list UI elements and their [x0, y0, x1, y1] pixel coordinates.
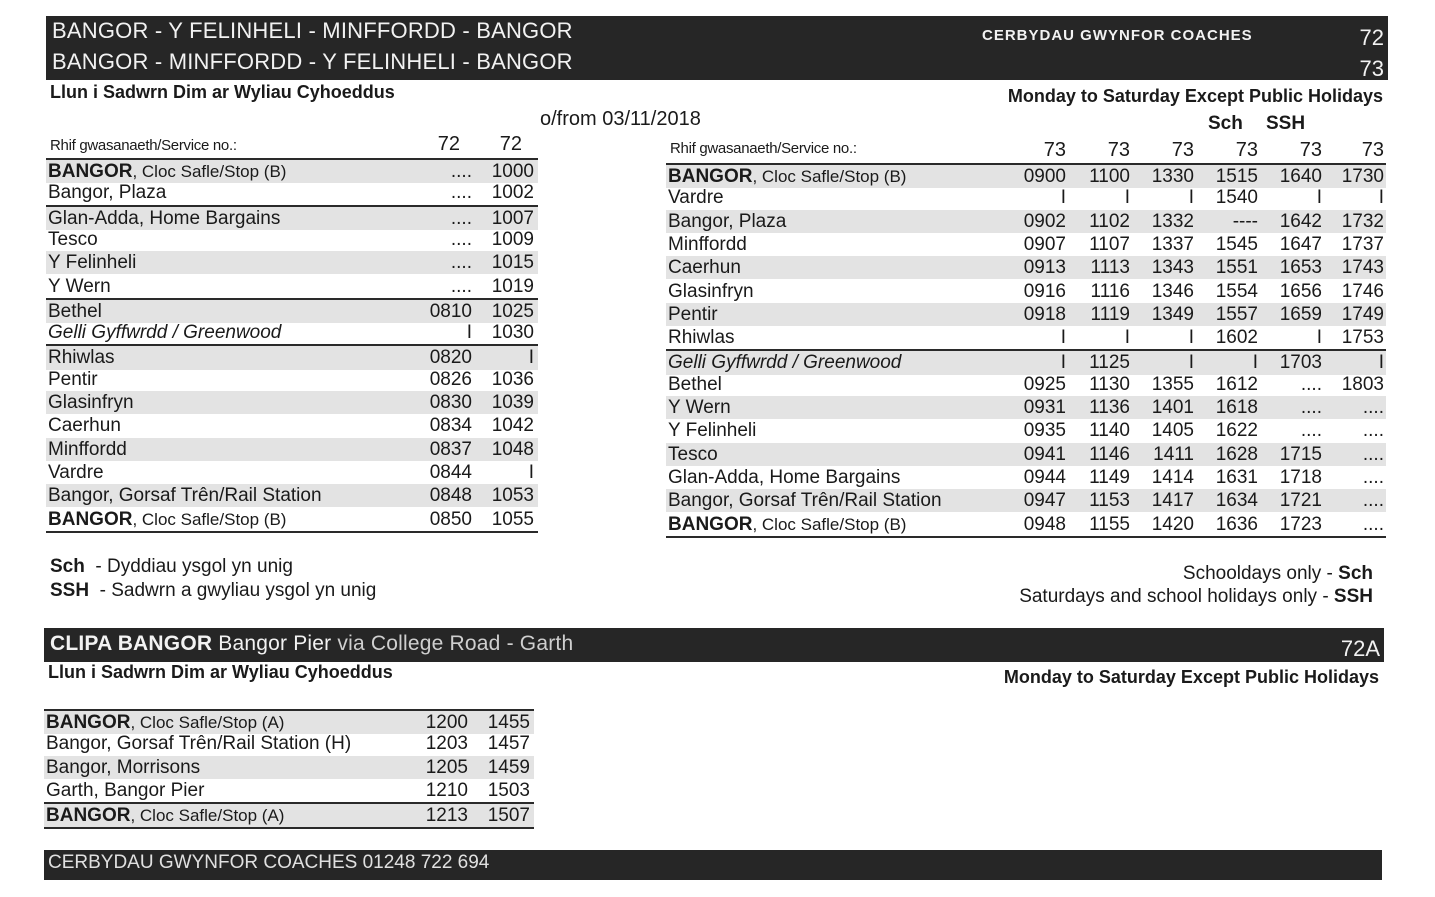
timetable-row: [46, 181, 538, 204]
stop-name: Y Wern: [668, 397, 731, 418]
timetable-row: [666, 280, 1386, 303]
timetable-row: [44, 756, 534, 779]
stop-name: Bangor, Plaza: [48, 182, 167, 204]
timetable-row: [666, 396, 1386, 419]
right-service-no: 73: [1043, 139, 1066, 161]
departure-time: 1656: [1279, 280, 1322, 302]
departure-time: 0848: [429, 485, 472, 507]
timetable-row: [666, 163, 1386, 188]
timetable-row: [46, 438, 538, 461]
clipa-welsh-days: Llun i Sadwrn Dim ar Wyliau Cyhoeddus: [48, 662, 393, 682]
departure-time: 1210: [425, 779, 468, 801]
departure-time: 1042: [491, 415, 534, 437]
departure-time: I: [528, 461, 534, 483]
departure-time: 1009: [491, 228, 534, 250]
departure-time: 1618: [1215, 397, 1258, 418]
stop-name: Bangor, Plaza: [668, 210, 787, 232]
departure-time: 1053: [491, 485, 534, 507]
legend-welsh-ssh: SSH - Sadwrn a gwyliau ysgol yn unig: [50, 580, 377, 601]
timetable-row: [46, 484, 538, 507]
departure-time: ----: [1232, 210, 1258, 232]
departure-time: 1414: [1151, 466, 1194, 488]
departure-time: 1753: [1341, 327, 1384, 349]
departure-time: 1113: [1090, 257, 1130, 279]
timetable-row: [46, 414, 538, 437]
departure-time: 1557: [1215, 303, 1258, 325]
right-service-no: 73: [1361, 139, 1384, 161]
route-title-72: BANGOR - Y FELINHELI - MINFFORDD - BANGOR: [52, 18, 573, 43]
departure-time: 1337: [1151, 233, 1194, 255]
departure-time: 0907: [1023, 233, 1066, 255]
departure-time: 1401: [1151, 397, 1194, 418]
departure-time: 0900: [1023, 166, 1066, 187]
departure-time: 1130: [1089, 373, 1130, 395]
departure-time: 0902: [1023, 210, 1066, 232]
departure-time: ....: [450, 161, 472, 182]
departure-time: 0925: [1023, 373, 1066, 395]
stop-name: Tesco: [668, 443, 718, 465]
stop-name: Bangor, Gorsaf Trên/Rail Station: [668, 490, 942, 512]
stop-name: Pentir: [48, 368, 98, 390]
clipa-title: CLIPA BANGOR Bangor Pier via College Road - Garth: [50, 632, 574, 655]
departure-time: 1540: [1215, 187, 1258, 209]
departure-time: 1551: [1215, 257, 1258, 279]
timetable-row: [666, 489, 1386, 512]
timetable-row: [666, 256, 1386, 279]
departure-time: 1102: [1089, 210, 1130, 232]
timetable-row: [666, 513, 1386, 538]
departure-time: 1715: [1279, 443, 1322, 465]
stop-name: Caerhun: [668, 257, 741, 279]
departure-time: 0810: [429, 300, 472, 322]
departure-time: 1503: [487, 779, 530, 801]
legend-english-sch: Schooldays only - Sch: [1182, 563, 1373, 584]
footer-bar: [44, 850, 1382, 880]
departure-time: 1730: [1341, 166, 1384, 187]
departure-time: ....: [1300, 397, 1322, 418]
departure-time: 0826: [429, 368, 472, 390]
legend-english-ssh: Saturdays and school holidays only - SSH: [1019, 586, 1373, 607]
timetable-row: [666, 466, 1386, 489]
stop-name: Bethel: [48, 300, 102, 322]
stop-name: BANGOR, Cloc Safle/Stop (B): [48, 161, 287, 182]
timetable-row: [44, 732, 534, 755]
timetable-row: [666, 326, 1386, 349]
departure-time: 1025: [491, 300, 534, 322]
stop-name: Rhiwlas: [668, 327, 735, 349]
departure-time: 1100: [1089, 166, 1130, 187]
stop-name: Y Wern: [48, 275, 111, 297]
departure-time: 0837: [429, 438, 472, 460]
departure-time: I: [1124, 327, 1130, 349]
departure-time: 1507: [487, 805, 530, 827]
departure-time: ....: [450, 275, 472, 297]
timetable-row: [46, 158, 538, 183]
departure-time: 1002: [491, 182, 534, 204]
departure-time: 1116: [1090, 280, 1130, 302]
departure-time: 1000: [491, 161, 534, 182]
departure-time: 1640: [1279, 166, 1322, 187]
departure-time: 1203: [425, 733, 468, 755]
stop-name: Tesco: [48, 228, 98, 250]
timetable-row: [666, 303, 1386, 326]
departure-time: ....: [450, 252, 472, 274]
timetable-row: [46, 391, 538, 414]
departure-time: 1140: [1089, 420, 1130, 442]
stop-name: Glan-Adda, Home Bargains: [668, 466, 901, 488]
header-banner: [46, 16, 1388, 80]
stop-name: Bangor, Gorsaf Trên/Rail Station (H): [46, 733, 352, 755]
stop-name: Garth, Bangor Pier: [46, 779, 205, 801]
departure-time: ....: [450, 182, 472, 204]
timetable-row: [666, 349, 1386, 374]
departure-time: 1125: [1089, 352, 1130, 374]
stop-name: BANGOR, Cloc Safle/Stop (B): [668, 513, 907, 535]
departure-time: 1602: [1215, 327, 1258, 349]
departure-time: 1155: [1089, 513, 1130, 535]
departure-time: 1545: [1215, 233, 1258, 255]
stop-name: Bangor, Morrisons: [46, 756, 201, 778]
timetable-row: [44, 709, 534, 734]
departure-time: I: [466, 322, 472, 344]
departure-time: I: [1316, 327, 1322, 349]
stop-name: Pentir: [668, 303, 718, 325]
timetable-row: [44, 779, 534, 802]
departure-time: 0935: [1023, 420, 1066, 442]
stop-name: Glasinfryn: [668, 280, 754, 302]
stop-name: Vardre: [668, 187, 724, 209]
departure-time: 1417: [1151, 490, 1194, 512]
departure-time: 1420: [1151, 513, 1194, 535]
timetable-row: [666, 210, 1386, 233]
stop-name: Caerhun: [48, 415, 121, 437]
departure-time: 1330: [1151, 166, 1194, 187]
departure-time: 1019: [491, 275, 534, 297]
departure-time: 1048: [491, 438, 534, 460]
departure-time: ....: [1300, 420, 1322, 442]
departure-time: I: [1378, 187, 1384, 209]
departure-time: 1007: [491, 207, 534, 229]
departure-time: 0947: [1023, 490, 1066, 512]
stop-name: Y Felinheli: [668, 420, 757, 442]
departure-time: 1721: [1279, 490, 1322, 512]
timetable-row: [46, 275, 538, 298]
departure-time: 0916: [1023, 280, 1066, 302]
stop-name: BANGOR, Cloc Safle/Stop (B): [48, 508, 287, 530]
route-number-72: 72: [1359, 25, 1384, 50]
clipa-english-days: Monday to Saturday Except Public Holidays: [1003, 667, 1379, 687]
departure-time: 1634: [1215, 490, 1258, 512]
departure-time: 1411: [1153, 443, 1194, 465]
departure-time: 1642: [1279, 210, 1322, 232]
departure-time: 1732: [1341, 210, 1384, 232]
stop-name: Minffordd: [668, 233, 747, 255]
departure-time: ....: [1362, 466, 1384, 488]
stop-name: BANGOR, Cloc Safle/Stop (A): [46, 712, 285, 733]
stop-name: Glan-Adda, Home Bargains: [48, 207, 281, 229]
departure-time: 1332: [1151, 210, 1194, 232]
stop-name: Bangor, Gorsaf Trên/Rail Station: [48, 485, 322, 507]
departure-time: 1343: [1151, 257, 1194, 279]
left-service-no: 72: [437, 133, 460, 155]
departure-time: I: [528, 347, 534, 369]
stop-name: Y Felinheli: [48, 252, 137, 274]
departure-time: 0913: [1023, 257, 1066, 279]
departure-time: 1146: [1089, 443, 1130, 465]
right-service-no: 73: [1299, 139, 1322, 161]
qualifier-ssh: SSH: [1266, 113, 1306, 134]
departure-time: I: [1060, 187, 1066, 209]
departure-time: 1015: [491, 252, 534, 274]
timetable-row: [666, 186, 1386, 209]
departure-time: ....: [1362, 513, 1384, 535]
departure-time: 1055: [491, 508, 534, 530]
departure-time: I: [1188, 327, 1194, 349]
departure-time: 1653: [1279, 257, 1322, 279]
timetable-row: [44, 802, 534, 829]
legend-welsh-sch: Sch - Dyddiau ysgol yn unig: [50, 556, 293, 577]
footer-text: CERBYDAU GWYNFOR COACHES 01248 722 694: [48, 852, 490, 873]
effective-date: o/from 03/11/2018: [540, 108, 701, 130]
route-number-73: 73: [1359, 56, 1384, 81]
departure-time: 0834: [429, 415, 472, 437]
departure-time: 1803: [1341, 373, 1384, 395]
departure-time: I: [1060, 352, 1066, 374]
departure-time: 1746: [1341, 280, 1384, 302]
departure-time: 1346: [1151, 280, 1194, 302]
stop-name: Bethel: [668, 373, 722, 395]
qualifier-sch: Sch: [1208, 113, 1243, 134]
timetable-row: [666, 443, 1386, 466]
departure-time: 1749: [1341, 303, 1384, 325]
departure-time: 1723: [1279, 513, 1322, 535]
timetable-row: [46, 508, 538, 533]
departure-time: I: [1188, 187, 1194, 209]
departure-time: 1200: [425, 712, 468, 733]
departure-time: 1349: [1151, 303, 1194, 325]
timetable-row: [666, 233, 1386, 256]
stop-name: Rhiwlas: [48, 347, 115, 369]
departure-time: 1743: [1341, 257, 1384, 279]
right-service-no: 73: [1171, 139, 1194, 161]
timetable-row: [46, 344, 538, 369]
departure-time: 1636: [1215, 513, 1258, 535]
departure-time: 1659: [1279, 303, 1322, 325]
departure-time: 1554: [1215, 280, 1258, 302]
departure-time: ....: [450, 228, 472, 250]
departure-time: I: [1124, 187, 1130, 209]
departure-time: 0820: [429, 347, 472, 369]
departure-time: 1459: [487, 756, 530, 778]
departure-time: 1622: [1215, 420, 1258, 442]
timetable-row: [666, 419, 1386, 442]
welsh-days: Llun i Sadwrn Dim ar Wyliau Cyhoeddus: [50, 82, 395, 102]
departure-time: 1718: [1279, 466, 1322, 488]
timetable-row: [46, 368, 538, 391]
route-number-72a: 72A: [1340, 636, 1380, 661]
stop-name: BANGOR, Cloc Safle/Stop (A): [46, 805, 285, 827]
departure-time: 1039: [491, 392, 534, 413]
departure-time: 1515: [1215, 166, 1258, 187]
departure-time: ....: [1362, 490, 1384, 512]
departure-time: 1119: [1090, 303, 1130, 325]
timetable-row: [46, 461, 538, 484]
departure-time: 1107: [1089, 233, 1130, 255]
departure-time: 0931: [1023, 397, 1066, 418]
departure-time: 0944: [1023, 466, 1066, 488]
departure-time: I: [1378, 352, 1384, 374]
operator-name: CERBYDAU GWYNFOR COACHES: [982, 27, 1253, 44]
departure-time: 1355: [1151, 373, 1194, 395]
departure-time: I: [1316, 187, 1322, 209]
departure-time: 0830: [429, 392, 472, 413]
departure-time: 1153: [1089, 490, 1130, 512]
departure-time: 1703: [1279, 352, 1322, 374]
departure-time: I: [1188, 352, 1194, 374]
timetable-row: [46, 228, 538, 251]
right-service-label: Rhif gwasanaeth/Service no.:: [670, 140, 857, 157]
departure-time: 1136: [1089, 397, 1130, 418]
stop-name: Gelli Gyffwrdd / Greenwood: [668, 352, 902, 374]
clipa-banner: [44, 628, 1384, 662]
departure-time: 1030: [491, 322, 534, 344]
departure-time: ....: [450, 207, 472, 229]
right-service-no: 73: [1235, 139, 1258, 161]
timetable-row: [46, 251, 538, 274]
timetable-row: [46, 298, 538, 323]
departure-time: 0844: [429, 461, 472, 483]
departure-time: I: [1252, 352, 1258, 374]
departure-time: 1457: [487, 733, 530, 755]
departure-time: ....: [1362, 397, 1384, 418]
timetable-row: [666, 373, 1386, 396]
departure-time: 1149: [1089, 466, 1130, 488]
departure-time: 1213: [425, 805, 468, 827]
right-service-no: 73: [1107, 139, 1130, 161]
departure-time: 1036: [491, 368, 534, 390]
stop-name: Minffordd: [48, 438, 127, 460]
timetable-row: [46, 321, 538, 344]
stop-name: Vardre: [48, 461, 104, 483]
departure-time: ....: [1300, 373, 1322, 395]
departure-time: 1205: [425, 756, 468, 778]
departure-time: 1405: [1151, 420, 1194, 442]
departure-time: 1628: [1215, 443, 1258, 465]
departure-time: 0941: [1023, 443, 1066, 465]
timetable-row: [46, 205, 538, 230]
english-days: Monday to Saturday Except Public Holidays: [1007, 86, 1383, 106]
departure-time: 0850: [429, 508, 472, 530]
route-title-73: BANGOR - MINFFORDD - Y FELINHELI - BANGOR: [52, 49, 573, 74]
left-service-no: 72: [499, 133, 522, 155]
stop-name: Gelli Gyffwrdd / Greenwood: [48, 322, 282, 344]
departure-time: 1631: [1215, 466, 1258, 488]
left-service-label: Rhif gwasanaeth/Service no.:: [50, 137, 237, 154]
departure-time: 0948: [1023, 513, 1066, 535]
departure-time: 1647: [1279, 233, 1322, 255]
departure-time: 1737: [1341, 233, 1384, 255]
stop-name: Glasinfryn: [48, 392, 134, 413]
departure-time: I: [1060, 327, 1066, 349]
departure-time: ....: [1362, 420, 1384, 442]
departure-time: 0918: [1023, 303, 1066, 325]
departure-time: 1612: [1215, 373, 1258, 395]
stop-name: BANGOR, Cloc Safle/Stop (B): [668, 166, 907, 187]
departure-time: 1455: [487, 712, 530, 733]
departure-time: ....: [1362, 443, 1384, 465]
